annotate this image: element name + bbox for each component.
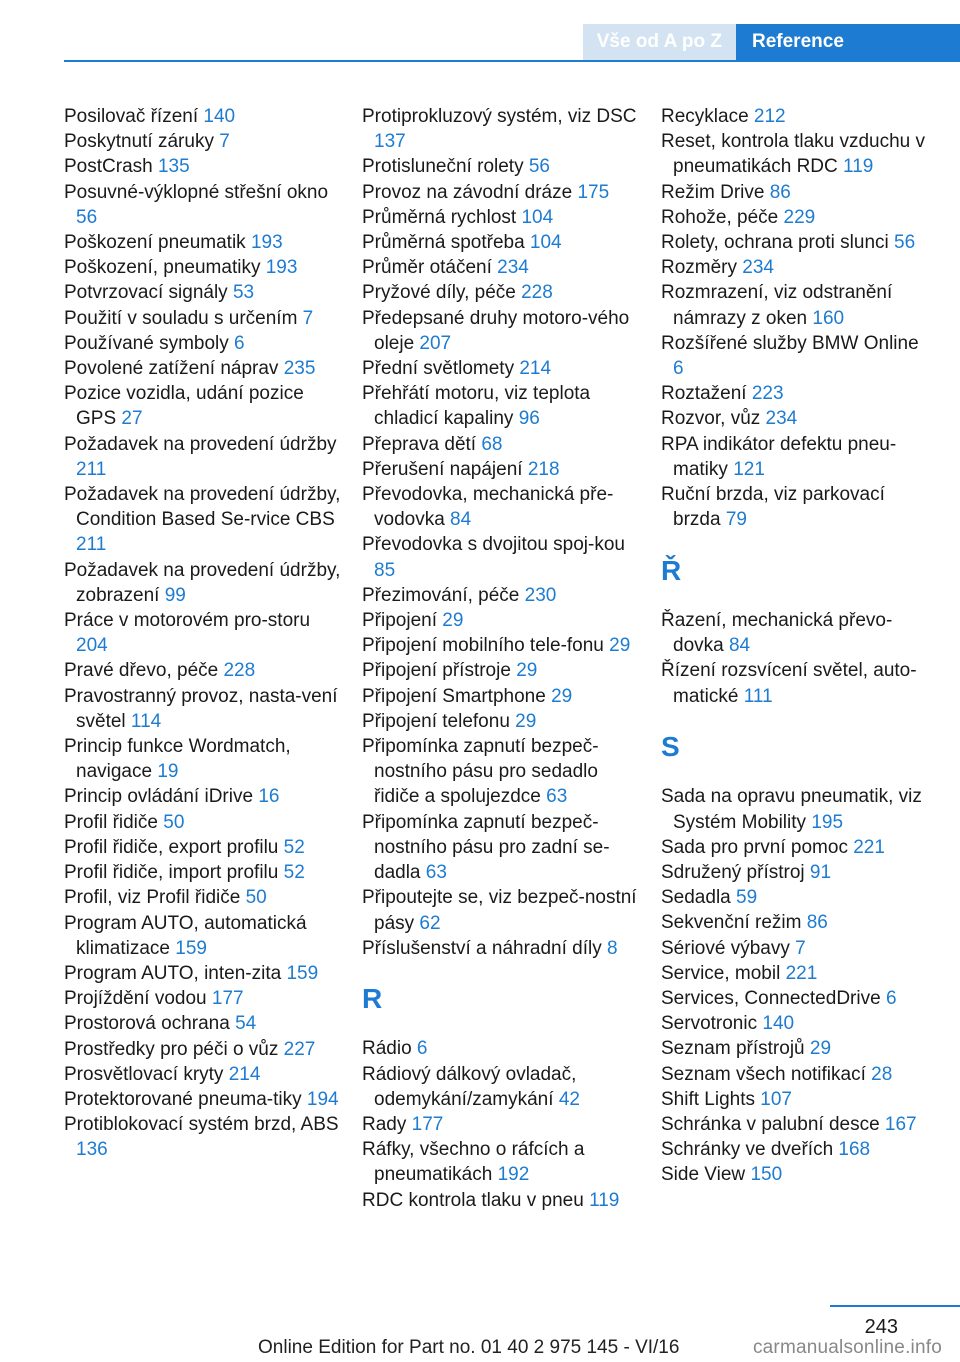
page-reference-link[interactable]: 234 [765, 408, 798, 430]
index-entry-term: Rádio [362, 1038, 417, 1060]
header-rule [64, 60, 960, 62]
index-entry [661, 1011, 929, 1036]
index-entry-term: Potvrzovací signály [64, 282, 233, 304]
page-reference-link[interactable]: 52 [283, 836, 305, 858]
index-entry [661, 1112, 929, 1137]
page-reference-link[interactable]: 52 [283, 862, 305, 884]
page-reference-link[interactable]: 56 [76, 206, 98, 228]
index-entry-term: Program AUTO, inten‐zita [64, 962, 287, 984]
page-reference-link[interactable]: 194 [306, 1088, 339, 1110]
index-entry-term: Protiprokluzový systém, viz DSC [362, 106, 637, 127]
page-reference-link[interactable]: 119 [589, 1189, 620, 1211]
index-entry-term: Připojení mobilního tele‐fonu [362, 635, 610, 657]
index-entry-term: Rady [362, 1114, 412, 1136]
watermark: carmanualsonline.info [752, 1337, 942, 1358]
index-entry [661, 910, 929, 935]
page-reference-link[interactable]: 214 [228, 1063, 261, 1085]
index-entry [64, 356, 344, 381]
page-reference-link[interactable]: 150 [750, 1164, 783, 1186]
index-entry-term: Pryžové díly, péče [362, 282, 522, 304]
footer-rule [830, 1305, 960, 1307]
page-reference-link[interactable]: 84 [728, 635, 751, 657]
index-entry-term: Požadavek na provedení údržby [64, 433, 337, 455]
index-entry-term: Princip funkce Wordmatch, navigace [64, 736, 291, 783]
index-entry-term: Prosvětlovací kryty [64, 1063, 229, 1085]
index-entry-term: Sada pro první pomoc [661, 836, 854, 858]
page-reference-link[interactable]: 140 [762, 1013, 795, 1035]
index-entry [661, 1036, 929, 1061]
index-entry [362, 280, 642, 305]
page-reference-link[interactable]: 136 [76, 1139, 108, 1161]
page-reference-link[interactable]: 19 [157, 761, 179, 783]
index-entry [362, 255, 642, 280]
index-entry [362, 936, 642, 961]
index-entry [64, 1112, 344, 1162]
index-entry-term: Program AUTO, automatická klimatizace [64, 912, 307, 959]
index-entry-term: Sada na opravu pneumatik, viz Systém Mobility [661, 786, 922, 833]
index-entry-term: Projíždění vodou [64, 988, 212, 1010]
index-entry-term: Protiblokovací systém brzd, ABS [64, 1114, 339, 1136]
index-entry-term: Posuvné-výklopné střešní okno [64, 181, 329, 203]
index-entry [64, 331, 344, 356]
index-entry [362, 532, 642, 582]
index-column-1 [64, 104, 344, 1163]
page-reference-link[interactable]: 211 [76, 534, 107, 556]
index-entry-term: Přehřátí motoru, viz teplota chladicí kapaliny [362, 383, 591, 430]
index-column-2 [362, 104, 642, 1213]
page-reference-link[interactable]: 59 [736, 887, 758, 909]
page-reference-link[interactable]: 6 [234, 332, 245, 354]
index-entry-term: Pravé dřevo, péče [64, 660, 224, 682]
page-reference-link[interactable]: 63 [425, 862, 447, 884]
page-reference-link[interactable]: 7 [795, 937, 806, 959]
index-entry-term: Reset, kontrola tlaku vzduchu v pneumatikách RDC [661, 131, 926, 178]
index-entry-term: Schránky ve dveřích [661, 1139, 839, 1161]
index-entry-term: Prostředky pro péči o vůz [64, 1038, 284, 1060]
index-letter-heading: Ř [661, 554, 682, 586]
index-entry [661, 658, 929, 708]
page-reference-link[interactable]: 8 [607, 937, 618, 959]
index-entry [64, 482, 344, 558]
index-entry-term: Převodovka, mechanická pře‐vodovka [362, 484, 614, 531]
page-reference-link[interactable]: 111 [743, 685, 773, 707]
index-entry [661, 860, 929, 885]
index-entry [64, 835, 344, 860]
index-entry-term: Přerušení napájení [362, 458, 528, 480]
index-entry-term: PostCrash [64, 156, 158, 178]
page-reference-link[interactable]: 119 [843, 156, 874, 178]
index-entry-term: Profil řidiče [64, 811, 164, 833]
index-entry-term: Průměrná rychlost [362, 206, 522, 228]
index-entry [362, 356, 642, 381]
index-entry [661, 255, 929, 280]
index-entry-term: Režim Drive [661, 181, 770, 203]
index-entry [362, 633, 642, 658]
page-reference-link[interactable]: 99 [164, 584, 186, 606]
page-reference-link[interactable]: 234 [742, 257, 774, 279]
index-entry [661, 205, 929, 230]
page-reference-link[interactable]: 29 [442, 610, 464, 632]
page-reference-link[interactable]: 86 [806, 912, 828, 934]
index-entry [661, 331, 929, 381]
index-entry-term: Ruční brzda, viz parkovací brzda [661, 484, 885, 531]
index-entry [362, 457, 642, 482]
index-entry [64, 306, 344, 331]
index-entry-term: Průměr otáčení [362, 257, 498, 279]
index-entry-term: Recyklace [661, 106, 754, 127]
index-entry [64, 154, 344, 179]
page-reference-link[interactable]: 177 [211, 988, 244, 1010]
index-entry [661, 482, 929, 532]
page-reference-link[interactable]: 29 [609, 635, 631, 657]
page-reference-link[interactable]: 159 [286, 962, 319, 984]
index-entry-term: Poškození pneumatik [64, 232, 251, 254]
page-reference-link[interactable]: 221 [853, 836, 885, 858]
index-entry [64, 230, 344, 255]
index-entry-term: Provoz na závodní dráze [362, 181, 578, 203]
index-entry [661, 129, 929, 179]
index-entry [661, 961, 929, 986]
index-entry [362, 482, 642, 532]
page-reference-link[interactable]: 107 [760, 1088, 792, 1110]
index-entry [64, 1011, 344, 1036]
index-entry-term: Ráfky, všechno o ráfcích a pneumatikách [362, 1139, 585, 1186]
page-reference-link[interactable]: 63 [546, 786, 568, 808]
page-reference-link[interactable]: 96 [518, 408, 540, 430]
index-entry-term: Řízení rozsvícení světel, auto‐matické [661, 660, 917, 707]
index-entry [661, 406, 929, 431]
index-entry-term: Řazení, mechanická převo‐dovka [661, 610, 893, 657]
index-entry-term: Poškození, pneumatiky [64, 257, 266, 279]
index-entry-term: Posilovač řízení [64, 106, 204, 127]
page-reference-link[interactable]: 177 [411, 1114, 444, 1136]
page-reference-link[interactable]: 204 [76, 635, 108, 657]
index-entry [64, 180, 344, 230]
page-reference-link[interactable]: 29 [516, 660, 538, 682]
index-entry [661, 986, 929, 1011]
page-reference-link[interactable]: 207 [419, 332, 452, 354]
page-reference-link[interactable]: 212 [753, 106, 786, 127]
index-entry [64, 608, 344, 658]
index-entry [362, 608, 642, 633]
page-reference-link[interactable]: 175 [577, 181, 610, 203]
page-reference-link[interactable]: 29 [515, 710, 537, 732]
page-reference-link[interactable]: 6 [673, 358, 684, 380]
index-entry-term: Předepsané druhy motoro‐vého oleje [362, 307, 630, 354]
page-header [0, 0, 960, 62]
index-entry [362, 104, 642, 154]
index-entry [661, 835, 929, 860]
index-entry [661, 885, 929, 910]
index-entry-term: Seznam přístrojů [661, 1038, 810, 1060]
index-entry-term: Přezimování, péče [362, 584, 525, 606]
page-reference-link[interactable]: 227 [283, 1038, 316, 1060]
page-number: 243 [864, 1316, 898, 1338]
index-entry-term: Připojení Smartphone [362, 685, 552, 707]
page-reference-link[interactable]: 114 [130, 710, 162, 732]
page-reference-link[interactable]: 50 [163, 811, 185, 833]
page-reference-link[interactable]: 193 [250, 232, 283, 254]
index-entry [64, 658, 344, 683]
page-reference-link[interactable]: 104 [521, 206, 554, 228]
index-entry-term: Přední světlomety [362, 358, 520, 380]
index-entry-term: Průměrná spotřeba [362, 232, 530, 254]
index-entry [661, 1062, 929, 1087]
index-entry-term: Povolené zatížení náprav [64, 358, 284, 380]
page-reference-link[interactable]: 230 [524, 584, 557, 606]
page-reference-link[interactable]: 192 [497, 1164, 530, 1186]
index-entry-term: Rádiový dálkový ovladač, odemykání/zamykání [362, 1063, 577, 1110]
index-entry-term: Připomínka zapnutí bezpeč‐nostního pásu pro sedadlo řidiče a spolujezdce [362, 736, 599, 808]
index-entry [64, 558, 344, 608]
index-entry-term: Schránka v palubní desce [661, 1114, 885, 1136]
index-entry [64, 961, 344, 986]
page-reference-link[interactable]: 84 [450, 509, 472, 531]
index-entry-term: Shift Lights [661, 1088, 761, 1110]
page-reference-link[interactable]: 211 [76, 458, 107, 480]
index-entry [64, 911, 344, 961]
index-entry [362, 432, 642, 457]
index-entry [362, 684, 642, 709]
index-entry [362, 1188, 642, 1213]
index-entry-term: Přeprava dětí [362, 433, 482, 455]
index-entry-term: Použití v souladu s určením [64, 307, 303, 329]
index-entry [64, 986, 344, 1011]
index-entry-term: Poskytnutí záruky [64, 131, 220, 153]
index-entry-term: Rolety, ochrana proti slunci [661, 232, 895, 254]
index-entry [661, 608, 929, 658]
index-entry-term: Protisluneční rolety [362, 156, 529, 178]
index-entry-term: Sdružený přístroj [661, 862, 810, 883]
index-entry-term: Používané symboly [64, 332, 235, 354]
index-entry-term: Rozměry [661, 257, 743, 279]
page-reference-link[interactable]: 235 [283, 358, 316, 380]
index-entry-term: Sedadla [661, 887, 737, 909]
page-reference-link[interactable]: 7 [219, 131, 230, 153]
page-reference-link[interactable]: 221 [785, 962, 818, 984]
index-entry [362, 1062, 642, 1112]
index-entry-term: Rohože, péče [661, 206, 784, 228]
index-entry [661, 432, 929, 482]
page-reference-link[interactable]: 68 [481, 433, 503, 455]
page-reference-link[interactable]: 104 [529, 232, 562, 254]
index-entry-term: Rozšířené služby BMW Online [661, 332, 919, 354]
index-entry-term: Profil řidiče, export profilu [64, 836, 284, 858]
page-reference-link[interactable]: 86 [769, 181, 791, 203]
index-entry-term: RPA indikátor defektu pneu‐matiky [661, 433, 897, 480]
index-letter-heading: S [661, 731, 680, 763]
page-reference-link[interactable]: 228 [521, 282, 553, 304]
index-entry [661, 381, 929, 406]
index-entry-term: Rozvor, vůz [661, 408, 766, 430]
page-reference-link[interactable]: 29 [809, 1038, 832, 1060]
page-reference-link[interactable]: 50 [245, 887, 267, 909]
index-entry [362, 1137, 642, 1187]
page-reference-link[interactable]: 28 [871, 1063, 893, 1085]
page-reference-link[interactable]: 53 [232, 282, 255, 304]
page-reference-link[interactable]: 54 [235, 1013, 257, 1035]
page-reference-link[interactable]: 229 [783, 206, 816, 228]
index-entry-term: Princip ovládání iDrive [64, 786, 259, 808]
index-entry-term: Připojení přístroje [362, 660, 517, 682]
index-entry [362, 230, 642, 255]
page-reference-link[interactable]: 7 [302, 307, 314, 329]
page-reference-link[interactable]: 42 [558, 1088, 580, 1110]
page-reference-link[interactable]: 195 [811, 811, 844, 833]
index-entry [362, 709, 642, 734]
index-entry-term: Side View [661, 1164, 751, 1186]
index-entry [362, 734, 642, 810]
page-reference-link[interactable]: 16 [258, 786, 280, 808]
index-entry [64, 104, 344, 129]
index-entry [661, 1087, 929, 1112]
index-entry [64, 734, 344, 784]
index-entry [661, 230, 929, 255]
index-entry [362, 885, 642, 935]
index-entry-term: Připoutejte se, viz bezpeč‐nostní pásy [362, 887, 637, 934]
index-entry [64, 784, 344, 809]
index-entry-term: RDC kontrola tlaku v pneu [362, 1189, 590, 1211]
index-entry [362, 381, 642, 431]
page-reference-link[interactable]: 167 [884, 1114, 917, 1136]
index-entry-term: Sériové výbavy [661, 937, 796, 959]
page-reference-link[interactable]: 214 [519, 358, 552, 380]
page-reference-link[interactable]: 56 [894, 232, 916, 254]
index-entry-term: Požadavek na provedení údržby, Condition Based Se‐rvice CBS [64, 484, 341, 531]
page-reference-link[interactable]: 228 [223, 660, 256, 682]
index-entry [362, 180, 642, 205]
index-entry [362, 154, 642, 179]
page-reference-link[interactable]: 79 [725, 509, 747, 531]
page-reference-link[interactable]: 85 [374, 559, 396, 581]
index-entry [362, 810, 642, 886]
index-entry [661, 180, 929, 205]
index-entry-term: Profil řidiče, import profilu [64, 862, 284, 884]
index-entry [64, 129, 344, 154]
index-entry [64, 860, 344, 885]
index-entry [661, 104, 929, 129]
index-entry-term: Požadavek na provedení údržby, zobrazení [64, 559, 341, 606]
index-column-3 [661, 104, 929, 1188]
index-entry [661, 1162, 929, 1187]
index-entry-term: Pozice vozidla, udání pozice GPS [64, 383, 304, 430]
index-entry [362, 1112, 642, 1137]
index-entry-term: Připomínka zapnutí bezpeč‐nostního pásu pro zadní se‐dadla [362, 811, 610, 884]
page-reference-link[interactable]: 6 [416, 1038, 428, 1060]
page-reference-link[interactable]: 140 [203, 106, 236, 127]
index-entry-term: Prostorová ochrana [64, 1013, 236, 1035]
index-entry [64, 1087, 344, 1112]
index-entry [64, 684, 344, 734]
index-entry [362, 1036, 642, 1061]
index-entry-term: Roztažení [661, 383, 752, 405]
index-entry-term: Připojení telefonu [362, 710, 516, 732]
index-entry [661, 936, 929, 961]
page-reference-link[interactable]: 159 [175, 937, 207, 959]
index-entry [64, 280, 344, 305]
index-entry [661, 1137, 929, 1162]
index-entry [661, 280, 929, 330]
index-entry-term: Seznam všech notifikací [661, 1063, 872, 1085]
index-entry [64, 255, 344, 280]
page-reference-link[interactable]: 223 [751, 383, 784, 405]
index-entry-term: Servotronic [661, 1013, 763, 1035]
edition-note: Online Edition for Part no. 01 40 2 975 145 - VI/16 [258, 1337, 680, 1358]
page-reference-link[interactable]: 6 [885, 988, 897, 1010]
index-entry [362, 583, 642, 608]
index-entry [64, 432, 344, 482]
page-reference-link[interactable]: 121 [733, 458, 765, 480]
index-letter-heading: R [362, 983, 383, 1015]
index-entry-term: Práce v motorovém pro‐storu [64, 610, 311, 632]
index-entry [661, 784, 929, 834]
index-entry [64, 1037, 344, 1062]
index-entry-term: Service, mobil [661, 962, 786, 984]
index-entry [362, 306, 642, 356]
index-entry [64, 810, 344, 835]
index-entry-term: Převodovka s dvojitou spoj‐kou [362, 534, 625, 556]
page-reference-link[interactable]: 27 [121, 408, 143, 430]
index-entry-term: Profil, viz Profil řidiče [64, 887, 246, 909]
page-reference-link[interactable]: 62 [419, 912, 441, 934]
index-entry-term: Services, ConnectedDrive [661, 988, 886, 1010]
page-reference-link[interactable]: 234 [497, 257, 529, 279]
chapter-tab: Reference [736, 24, 960, 60]
section-title: Vše od A po Z [583, 24, 736, 60]
page-reference-link[interactable]: 193 [265, 257, 298, 279]
index-entry [64, 381, 344, 431]
index-entry [362, 658, 642, 683]
index-entry-term: Připojení [362, 610, 443, 632]
index-entry-term: Příslušenství a náhradní díly [362, 937, 608, 959]
index-entry [64, 1062, 344, 1087]
index-entry [64, 885, 344, 910]
index-entry [362, 205, 642, 230]
index-entry-term: Rozmrazení, viz odstranění námrazy z oken [661, 282, 893, 329]
page-reference-link[interactable]: 160 [812, 307, 845, 329]
page-reference-link[interactable]: 56 [528, 156, 550, 178]
page-reference-link[interactable]: 29 [551, 685, 573, 707]
page-reference-link[interactable]: 135 [157, 156, 190, 178]
page-reference-link[interactable]: 91 [809, 862, 832, 883]
page-reference-link[interactable]: 168 [838, 1139, 871, 1161]
page-reference-link[interactable]: 137 [374, 131, 406, 153]
index-entry-term: Pravostranný provoz, nasta‐vení světel [64, 685, 338, 732]
index-entry-term: Protektorované pneuma‐tiky [64, 1088, 307, 1110]
index-entry-term: Sekvenční režim [661, 912, 807, 934]
page-reference-link[interactable]: 218 [527, 458, 560, 480]
